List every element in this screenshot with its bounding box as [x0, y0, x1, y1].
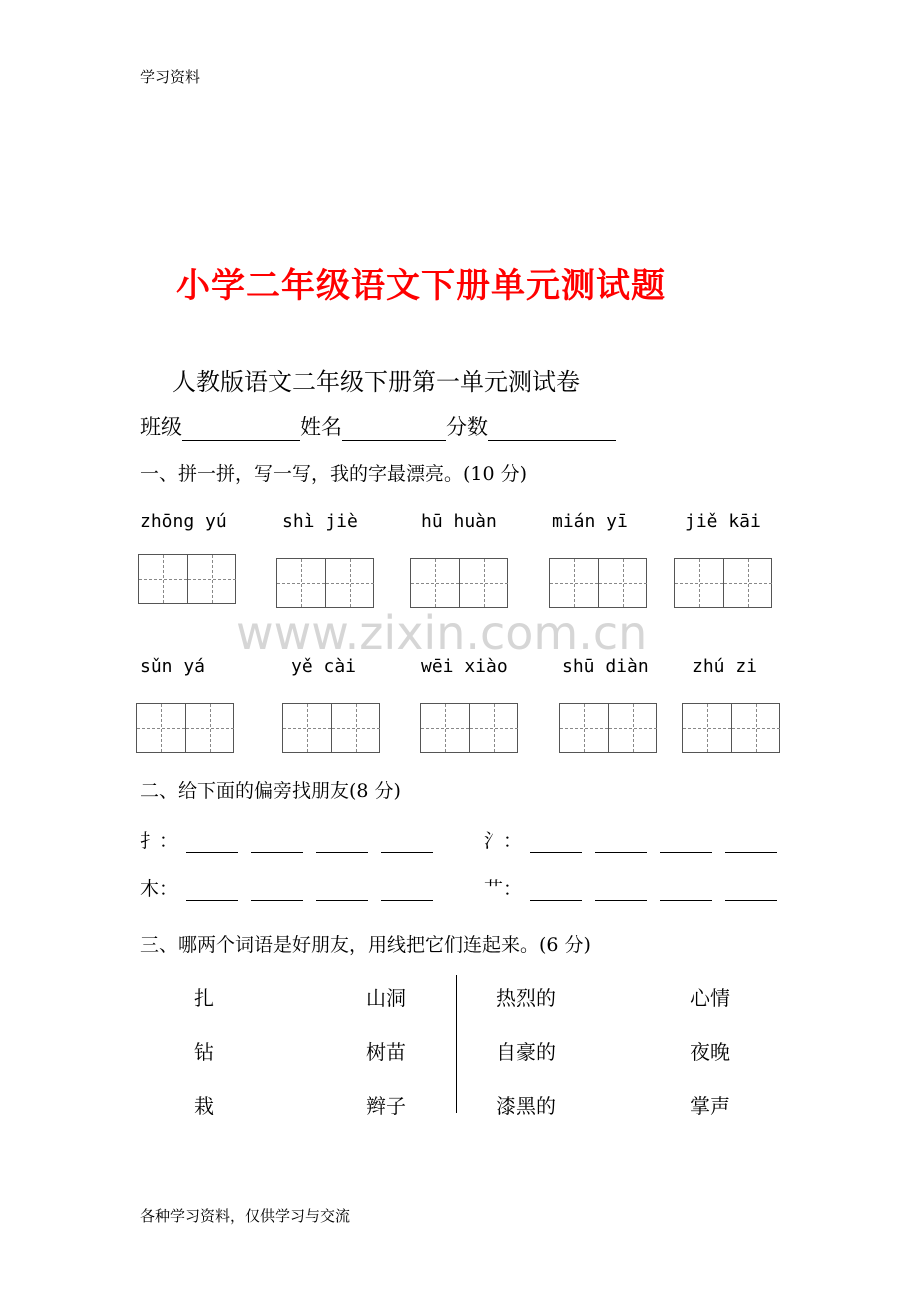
pinyin-label: jiě kāi — [685, 511, 761, 532]
pinyin-label: shū diàn — [562, 656, 649, 677]
student-info-line — [140, 411, 616, 441]
answer-blank[interactable] — [251, 880, 303, 901]
radical-row — [140, 874, 446, 901]
writing-grid[interactable] — [276, 558, 374, 608]
answer-blank[interactable] — [186, 880, 238, 901]
match-word[interactable]: 掌声 — [690, 1094, 730, 1118]
writing-grid[interactable] — [682, 703, 780, 753]
main-title: 小学二年级语文下册单元测试题 — [176, 266, 666, 306]
match-word[interactable]: 钻 — [194, 1040, 214, 1064]
radical-label: 艹： — [484, 878, 523, 900]
answer-blank[interactable] — [316, 880, 368, 901]
class-label: 班级 — [140, 415, 182, 439]
writing-grid[interactable] — [136, 703, 234, 753]
answer-blank[interactable] — [316, 832, 368, 853]
match-word[interactable]: 扎 — [194, 986, 214, 1010]
match-word[interactable]: 心情 — [690, 986, 730, 1010]
page-header: 学习资料 — [140, 68, 201, 86]
name-blank[interactable] — [342, 418, 446, 441]
sub-title: 人教版语文二年级下册第一单元测试卷 — [172, 368, 580, 396]
pinyin-label: shì jiè — [282, 511, 358, 532]
answer-blank[interactable] — [381, 832, 433, 853]
answer-blank[interactable] — [660, 832, 712, 853]
match-word[interactable]: 树苗 — [366, 1040, 406, 1064]
section3-heading: 三、哪两个词语是好朋友，用线把它们连起来。(6 分) — [140, 934, 591, 956]
pinyin-label: yě cài — [291, 656, 357, 677]
radical-label: 木： — [140, 878, 179, 900]
section2-heading: 二、给下面的偏旁找朋友(8 分) — [140, 780, 401, 802]
radical-row — [484, 826, 777, 853]
score-blank[interactable] — [488, 418, 616, 441]
writing-grid[interactable] — [420, 703, 518, 753]
pinyin-label: mián yī — [552, 511, 628, 532]
match-word[interactable]: 栽 — [194, 1094, 214, 1118]
name-label: 姓名 — [300, 415, 342, 439]
match-word[interactable]: 夜晚 — [690, 1040, 730, 1064]
answer-blank[interactable] — [660, 880, 712, 901]
radical-label: 氵： — [484, 830, 523, 852]
watermark: www.zixin.com.cn — [236, 606, 648, 660]
class-blank[interactable] — [182, 418, 300, 441]
writing-grid[interactable] — [282, 703, 380, 753]
answer-blank[interactable] — [186, 832, 238, 853]
radical-row — [484, 874, 777, 901]
match-word[interactable]: 山洞 — [366, 986, 406, 1010]
writing-grid[interactable] — [410, 558, 508, 608]
writing-grid[interactable] — [559, 703, 657, 753]
answer-blank[interactable] — [251, 832, 303, 853]
match-word[interactable]: 漆黑的 — [496, 1094, 556, 1118]
answer-blank[interactable] — [530, 880, 582, 901]
section1-heading: 一、拼一拼，写一写，我的字最漂亮。(10 分) — [140, 463, 528, 485]
score-label: 分数 — [446, 415, 488, 439]
column-divider — [456, 975, 457, 1113]
answer-blank[interactable] — [595, 832, 647, 853]
match-word[interactable]: 热烈的 — [496, 986, 556, 1010]
radical-row — [140, 826, 446, 853]
writing-grid[interactable] — [138, 554, 236, 604]
answer-blank[interactable] — [595, 880, 647, 901]
pinyin-label: sǔn yá — [140, 656, 206, 677]
pinyin-label: hū huàn — [421, 511, 497, 532]
pinyin-label: wēi xiào — [421, 656, 508, 677]
writing-grid[interactable] — [674, 558, 772, 608]
match-word[interactable]: 自豪的 — [496, 1040, 556, 1064]
writing-grid[interactable] — [549, 558, 647, 608]
radical-label: 扌： — [140, 830, 179, 852]
page-footer: 各种学习资料，仅供学习与交流 — [140, 1207, 351, 1225]
answer-blank[interactable] — [381, 880, 433, 901]
pinyin-label: zhú zi — [692, 656, 758, 677]
answer-blank[interactable] — [725, 880, 777, 901]
answer-blank[interactable] — [530, 832, 582, 853]
pinyin-label: zhōng yú — [140, 511, 227, 532]
answer-blank[interactable] — [725, 832, 777, 853]
match-word[interactable]: 辫子 — [366, 1094, 406, 1118]
